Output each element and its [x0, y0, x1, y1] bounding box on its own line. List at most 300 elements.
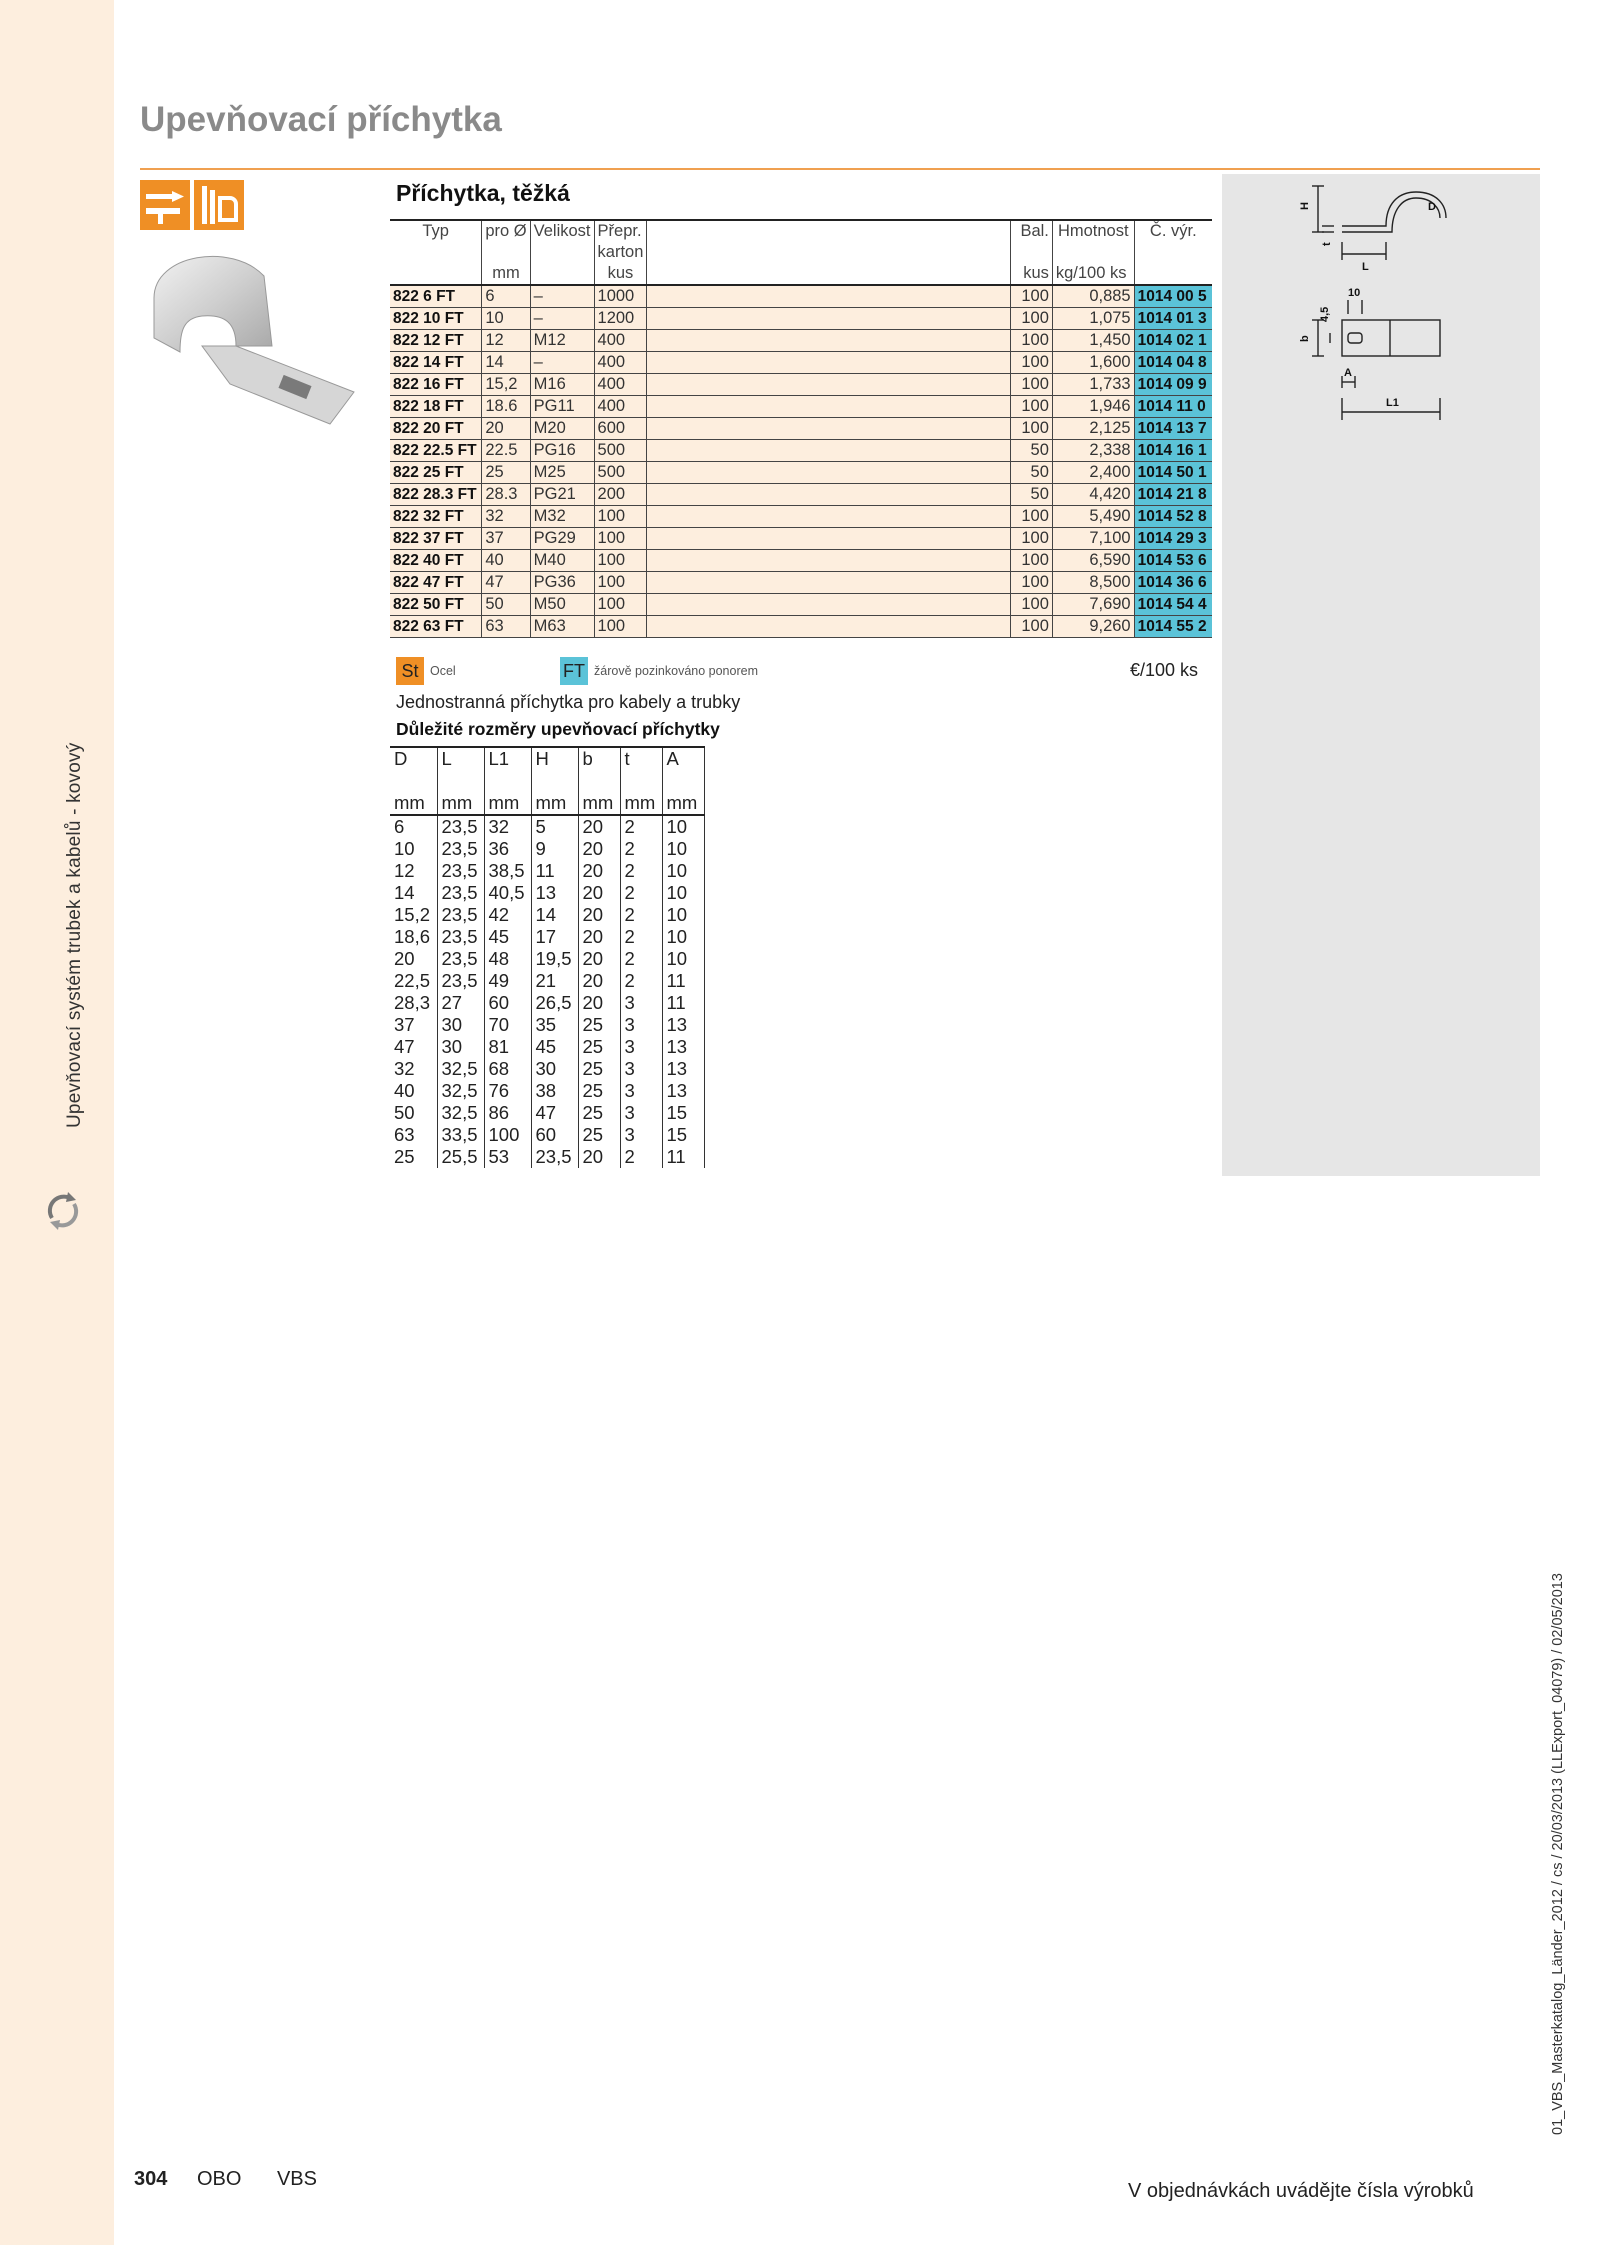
dim-unit: mm: [662, 792, 704, 815]
dimension-cell: 53: [484, 1146, 531, 1168]
drawing-label-b: b: [1299, 335, 1311, 342]
dimension-cell: 35: [531, 1014, 578, 1036]
size: M16: [530, 374, 594, 396]
dimension-cell: 45: [484, 926, 531, 948]
dimension-cell: 20: [578, 815, 620, 838]
product-type: 822 32 FT: [390, 506, 482, 528]
table-row: [390, 616, 1212, 638]
footer-series: VBS: [276, 2168, 317, 2190]
dimension-row: [390, 992, 704, 1014]
product-type: 822 20 FT: [390, 418, 482, 440]
size: PG11: [530, 396, 594, 418]
diameter: 63: [482, 616, 530, 638]
dimension-row: [390, 1080, 704, 1102]
dimension-cell: 23,5: [531, 1146, 578, 1168]
product-type: 822 10 FT: [390, 308, 482, 330]
spacer: [647, 285, 1011, 308]
dimension-cell: 11: [531, 860, 578, 882]
dim-header: t: [620, 747, 662, 774]
dimension-cell: 20: [578, 838, 620, 860]
dimension-cell: 10: [662, 926, 704, 948]
dimension-cell: 3: [620, 1014, 662, 1036]
dimensions-title: Důležité rozměry upevňovací příchytky: [396, 719, 720, 739]
price-unit: €/100 ks: [1130, 660, 1199, 680]
weight: 4,420: [1052, 484, 1134, 506]
pack-qty: 100: [1011, 594, 1053, 616]
size: PG21: [530, 484, 594, 506]
header-spacer: [647, 220, 1011, 242]
dimension-cell: 25: [578, 1124, 620, 1146]
weight: 1,733: [1052, 374, 1134, 396]
unit-bal: kus: [1011, 263, 1053, 285]
dimension-cell: 11: [662, 970, 704, 992]
dim-unit: mm: [531, 792, 578, 815]
dimension-cell: 25: [578, 1102, 620, 1124]
dimension-cell: 49: [484, 970, 531, 992]
product-type: 822 18 FT: [390, 396, 482, 418]
table-row: [390, 330, 1212, 352]
product-type: 822 40 FT: [390, 550, 482, 572]
header-velikost: Velikost: [530, 220, 594, 242]
size: M40: [530, 550, 594, 572]
dimension-cell: 23,5: [437, 926, 484, 948]
dimension-cell: 38: [531, 1080, 578, 1102]
weight: 1,600: [1052, 352, 1134, 374]
weight: 5,490: [1052, 506, 1134, 528]
left-band: [0, 0, 114, 2245]
dimension-row: [390, 1146, 704, 1168]
side-label: Upevňovací systém trubek a kabelů - kovový: [64, 742, 85, 1128]
dimension-cell: 21: [531, 970, 578, 992]
pack-qty: 100: [1011, 396, 1053, 418]
dimension-cell: 32,5: [437, 1058, 484, 1080]
size: M20: [530, 418, 594, 440]
dimension-cell: 23,5: [437, 904, 484, 926]
steel-label: Ocel: [430, 664, 456, 678]
carton-qty: 500: [594, 462, 647, 484]
size: M63: [530, 616, 594, 638]
carton-qty: 100: [594, 594, 647, 616]
dimension-cell: 25: [578, 1014, 620, 1036]
dimension-cell: 10: [662, 860, 704, 882]
dimension-cell: 20: [578, 992, 620, 1014]
carton-qty: 400: [594, 330, 647, 352]
dimension-cell: 25,5: [437, 1146, 484, 1168]
dim-header: L: [437, 747, 484, 774]
dimension-cell: 3: [620, 1102, 662, 1124]
dimension-cell: 3: [620, 1036, 662, 1058]
steel-badge: St: [396, 657, 424, 685]
dimension-cell: 10: [662, 948, 704, 970]
article-number: 1014 01 3: [1134, 308, 1212, 330]
dimension-cell: 32,5: [437, 1080, 484, 1102]
dimension-cell: 47: [531, 1102, 578, 1124]
dimension-cell: 70: [484, 1014, 531, 1036]
dimension-cell: 3: [620, 1080, 662, 1102]
carton-qty: 400: [594, 396, 647, 418]
footer-left: [134, 2168, 317, 2191]
dimension-cell: 2: [620, 815, 662, 838]
drawing-label-l1: L1: [1386, 397, 1399, 409]
dimension-cell: 2: [620, 904, 662, 926]
table-row: [390, 418, 1212, 440]
dim-header: H: [531, 747, 578, 774]
product-type: 822 28.3 FT: [390, 484, 482, 506]
size: M25: [530, 462, 594, 484]
pack-qty: 50: [1011, 462, 1053, 484]
size: M32: [530, 506, 594, 528]
article-number: 1014 21 8: [1134, 484, 1212, 506]
weight: 7,100: [1052, 528, 1134, 550]
dimension-cell: 60: [484, 992, 531, 1014]
dimension-row: [390, 904, 704, 926]
dimension-cell: 2: [620, 860, 662, 882]
pack-qty: 100: [1011, 308, 1053, 330]
dimension-cell: 3: [620, 1058, 662, 1080]
weight: 1,450: [1052, 330, 1134, 352]
dimension-cell: 30: [437, 1014, 484, 1036]
carton-qty: 1000: [594, 285, 647, 308]
pack-qty: 100: [1011, 352, 1053, 374]
diameter: 14: [482, 352, 530, 374]
table-row: [390, 285, 1212, 308]
table-row: [390, 506, 1212, 528]
dimension-cell: 2: [620, 882, 662, 904]
diameter: 40: [482, 550, 530, 572]
drawing-label-d: D: [1428, 201, 1436, 213]
dimension-drawing: [1258, 180, 1454, 430]
dimension-cell: 3: [620, 1124, 662, 1146]
dimension-cell: 14: [390, 882, 437, 904]
product-table: [390, 219, 1212, 638]
dimension-cell: 13: [662, 1036, 704, 1058]
dimension-cell: 2: [620, 970, 662, 992]
dimension-cell: 81: [484, 1036, 531, 1058]
page-title: Upevňovací příchytka: [140, 100, 502, 139]
dimension-cell: 40: [390, 1080, 437, 1102]
pack-qty: 100: [1011, 506, 1053, 528]
dimension-cell: 23,5: [437, 882, 484, 904]
product-type: 822 50 FT: [390, 594, 482, 616]
weight: 1,075: [1052, 308, 1134, 330]
dimension-cell: 68: [484, 1058, 531, 1080]
diameter: 10: [482, 308, 530, 330]
pack-qty: 100: [1011, 374, 1053, 396]
dimension-cell: 20: [578, 882, 620, 904]
weight: 1,946: [1052, 396, 1134, 418]
pack-qty: 50: [1011, 440, 1053, 462]
dimension-cell: 10: [662, 882, 704, 904]
dimension-cell: 47: [390, 1036, 437, 1058]
dimension-cell: 26,5: [531, 992, 578, 1014]
dimension-cell: 25: [578, 1080, 620, 1102]
dimension-cell: 15: [662, 1124, 704, 1146]
dim-header: A: [662, 747, 704, 774]
dimension-cell: 45: [531, 1036, 578, 1058]
spacer: [647, 330, 1011, 352]
table-row: [390, 550, 1212, 572]
article-number: 1014 53 6: [1134, 550, 1212, 572]
dimension-cell: 15: [662, 1102, 704, 1124]
diameter: 22.5: [482, 440, 530, 462]
size: PG29: [530, 528, 594, 550]
dimension-cell: 32,5: [437, 1102, 484, 1124]
product-rows: [390, 285, 1212, 638]
finish-label: žárově pozinkováno ponorem: [594, 664, 758, 678]
dimension-cell: 86: [484, 1102, 531, 1124]
section-title: Příchytka, těžká: [396, 180, 570, 206]
dimension-row: [390, 970, 704, 992]
weight: 2,338: [1052, 440, 1134, 462]
spacer: [647, 462, 1011, 484]
dimension-cell: 25: [390, 1146, 437, 1168]
pack-qty: 100: [1011, 528, 1053, 550]
dimension-cell: 22,5: [390, 970, 437, 992]
dimension-cell: 76: [484, 1080, 531, 1102]
legend-steel: [396, 658, 456, 684]
dimension-cell: 48: [484, 948, 531, 970]
unit-pro: mm: [482, 263, 530, 285]
article-number: 1014 09 9: [1134, 374, 1212, 396]
dim-unit: mm: [578, 792, 620, 815]
export-info: 01_VBS_Masterkatalog_Länder_2012 / cs / 20/03/2013 (LLExport_04079) / 02/05/2013: [1550, 1573, 1566, 2135]
size: –: [530, 285, 594, 308]
spacer: [647, 506, 1011, 528]
diameter: 18.6: [482, 396, 530, 418]
tools-icon: [140, 180, 190, 230]
dimension-row: [390, 1014, 704, 1036]
size: –: [530, 308, 594, 330]
diameter: 32: [482, 506, 530, 528]
table-row: [390, 396, 1212, 418]
carton-qty: 400: [594, 352, 647, 374]
article-number: 1014 13 7: [1134, 418, 1212, 440]
legend-finish: [560, 658, 758, 684]
dimension-cell: 23,5: [437, 815, 484, 838]
dimension-cell: 10: [662, 815, 704, 838]
finish-badge: FT: [560, 657, 588, 685]
weight: 9,260: [1052, 616, 1134, 638]
dimension-row: [390, 815, 704, 838]
header-typ: Typ: [390, 220, 482, 242]
drawing-label-10: 10: [1348, 287, 1361, 299]
header-karton: karton: [594, 242, 647, 263]
table-row: [390, 462, 1212, 484]
table-row: [390, 352, 1212, 374]
table-row: [390, 572, 1212, 594]
dimension-cell: 18,6: [390, 926, 437, 948]
spacer: [647, 484, 1011, 506]
diameter: 28.3: [482, 484, 530, 506]
table-row: [390, 308, 1212, 330]
article-number: 1014 11 0: [1134, 396, 1212, 418]
weight: 2,400: [1052, 462, 1134, 484]
diameter: 15,2: [482, 374, 530, 396]
dimension-row: [390, 1102, 704, 1124]
article-number: 1014 36 6: [1134, 572, 1212, 594]
weight: 6,590: [1052, 550, 1134, 572]
weight: 0,885: [1052, 285, 1134, 308]
drawing-label-45: 4,5: [1319, 306, 1331, 322]
size: M50: [530, 594, 594, 616]
pack-qty: 50: [1011, 484, 1053, 506]
diameter: 25: [482, 462, 530, 484]
dimension-row: [390, 882, 704, 904]
product-type: 822 16 FT: [390, 374, 482, 396]
header-bal: Bal.: [1011, 220, 1053, 242]
size: –: [530, 352, 594, 374]
dimension-row: [390, 1124, 704, 1146]
product-type: 822 47 FT: [390, 572, 482, 594]
dimension-cell: 27: [437, 992, 484, 1014]
pack-qty: 100: [1011, 418, 1053, 440]
size: M12: [530, 330, 594, 352]
carton-qty: 100: [594, 572, 647, 594]
dimension-cell: 19,5: [531, 948, 578, 970]
header-hmotnost: Hmotnost: [1052, 220, 1134, 242]
article-number: 1014 00 5: [1134, 285, 1212, 308]
pack-qty: 100: [1011, 285, 1053, 308]
carton-qty: 500: [594, 440, 647, 462]
spacer: [647, 572, 1011, 594]
unit-prepr: kus: [594, 263, 647, 285]
table-row: [390, 528, 1212, 550]
size: PG16: [530, 440, 594, 462]
drawing-label-h: H: [1299, 202, 1311, 210]
product-type: 822 37 FT: [390, 528, 482, 550]
dimensions-table: [390, 746, 705, 1168]
dimension-cell: 2: [620, 1146, 662, 1168]
dimension-row: [390, 838, 704, 860]
article-number: 1014 16 1: [1134, 440, 1212, 462]
dimension-rows: [390, 815, 704, 1168]
dim-unit: mm: [484, 792, 531, 815]
spacer: [647, 352, 1011, 374]
header-prepr: Přepr.: [594, 220, 647, 242]
dimension-cell: 17: [531, 926, 578, 948]
dimension-cell: 33,5: [437, 1124, 484, 1146]
clip-photo: [140, 234, 380, 444]
dim-unit: mm: [390, 792, 437, 815]
spacer: [647, 616, 1011, 638]
diameter: 12: [482, 330, 530, 352]
dimension-cell: 20: [578, 904, 620, 926]
diameter: 47: [482, 572, 530, 594]
dimension-cell: 20: [578, 860, 620, 882]
dimension-cell: 6: [390, 815, 437, 838]
header-cvyr: Č. výr.: [1134, 220, 1212, 242]
article-number: 1014 29 3: [1134, 528, 1212, 550]
dimension-cell: 5: [531, 815, 578, 838]
product-type: 822 6 FT: [390, 285, 482, 308]
dimension-row: [390, 1058, 704, 1080]
dimension-cell: 30: [437, 1036, 484, 1058]
weight: 2,125: [1052, 418, 1134, 440]
dimension-cell: 3: [620, 992, 662, 1014]
table-row: [390, 374, 1212, 396]
dimension-cell: 11: [662, 1146, 704, 1168]
dimension-cell: 13: [662, 1014, 704, 1036]
dimension-row: [390, 926, 704, 948]
weight: 8,500: [1052, 572, 1134, 594]
dimension-cell: 25: [578, 1058, 620, 1080]
carton-qty: 100: [594, 616, 647, 638]
spacer: [647, 374, 1011, 396]
dim-header: D: [390, 747, 437, 774]
dimension-cell: 9: [531, 838, 578, 860]
spacer: [647, 440, 1011, 462]
dim-unit: mm: [620, 792, 662, 815]
dimension-cell: 20: [578, 970, 620, 992]
dim-unit: mm: [437, 792, 484, 815]
footer-note: V objednávkách uvádějte čísla výrobků: [1128, 2180, 1474, 2202]
dimension-cell: 23,5: [437, 948, 484, 970]
title-rule: [140, 168, 1540, 170]
product-type: 822 63 FT: [390, 616, 482, 638]
dimension-cell: 10: [662, 838, 704, 860]
dimension-cell: 2: [620, 948, 662, 970]
carton-qty: 100: [594, 550, 647, 572]
drawing-label-t: t: [1321, 242, 1333, 246]
header-pro: pro Ø: [482, 220, 530, 242]
dimension-cell: 13: [531, 882, 578, 904]
recycle-icon: [40, 1188, 86, 1234]
dimension-cell: 60: [531, 1124, 578, 1146]
size: PG36: [530, 572, 594, 594]
article-number: 1014 04 8: [1134, 352, 1212, 374]
dimension-cell: 30: [531, 1058, 578, 1080]
drawing-label-a: A: [1344, 367, 1352, 379]
dimension-cell: 11: [662, 992, 704, 1014]
dimension-cell: 32: [390, 1058, 437, 1080]
dimension-cell: 32: [484, 815, 531, 838]
dim-header: b: [578, 747, 620, 774]
dimension-cell: 20: [578, 926, 620, 948]
diameter: 20: [482, 418, 530, 440]
article-number: 1014 54 4: [1134, 594, 1212, 616]
dimension-cell: 13: [662, 1058, 704, 1080]
dimension-cell: 36: [484, 838, 531, 860]
drawing-label-l: L: [1362, 261, 1369, 273]
carton-qty: 600: [594, 418, 647, 440]
carton-qty: 100: [594, 528, 647, 550]
spacer: [647, 308, 1011, 330]
dimension-cell: 12: [390, 860, 437, 882]
article-number: 1014 50 1: [1134, 462, 1212, 484]
dimension-cell: 20: [578, 1146, 620, 1168]
dimension-cell: 25: [578, 1036, 620, 1058]
dimension-cell: 63: [390, 1124, 437, 1146]
pack-qty: 100: [1011, 572, 1053, 594]
dimension-cell: 14: [531, 904, 578, 926]
dimension-cell: 13: [662, 1080, 704, 1102]
pack-qty: 100: [1011, 330, 1053, 352]
dimension-row: [390, 860, 704, 882]
carton-qty: 400: [594, 374, 647, 396]
product-type: 822 12 FT: [390, 330, 482, 352]
spacer: [647, 528, 1011, 550]
pack-qty: 100: [1011, 616, 1053, 638]
spacer: [647, 418, 1011, 440]
carton-qty: 200: [594, 484, 647, 506]
diameter: 37: [482, 528, 530, 550]
table-row: [390, 484, 1212, 506]
product-description: Jednostranná příchytka pro kabely a trubky: [396, 692, 741, 712]
mounting-icon: [194, 180, 244, 230]
spacer: [647, 594, 1011, 616]
spacer: [647, 396, 1011, 418]
product-type: 822 22.5 FT: [390, 440, 482, 462]
